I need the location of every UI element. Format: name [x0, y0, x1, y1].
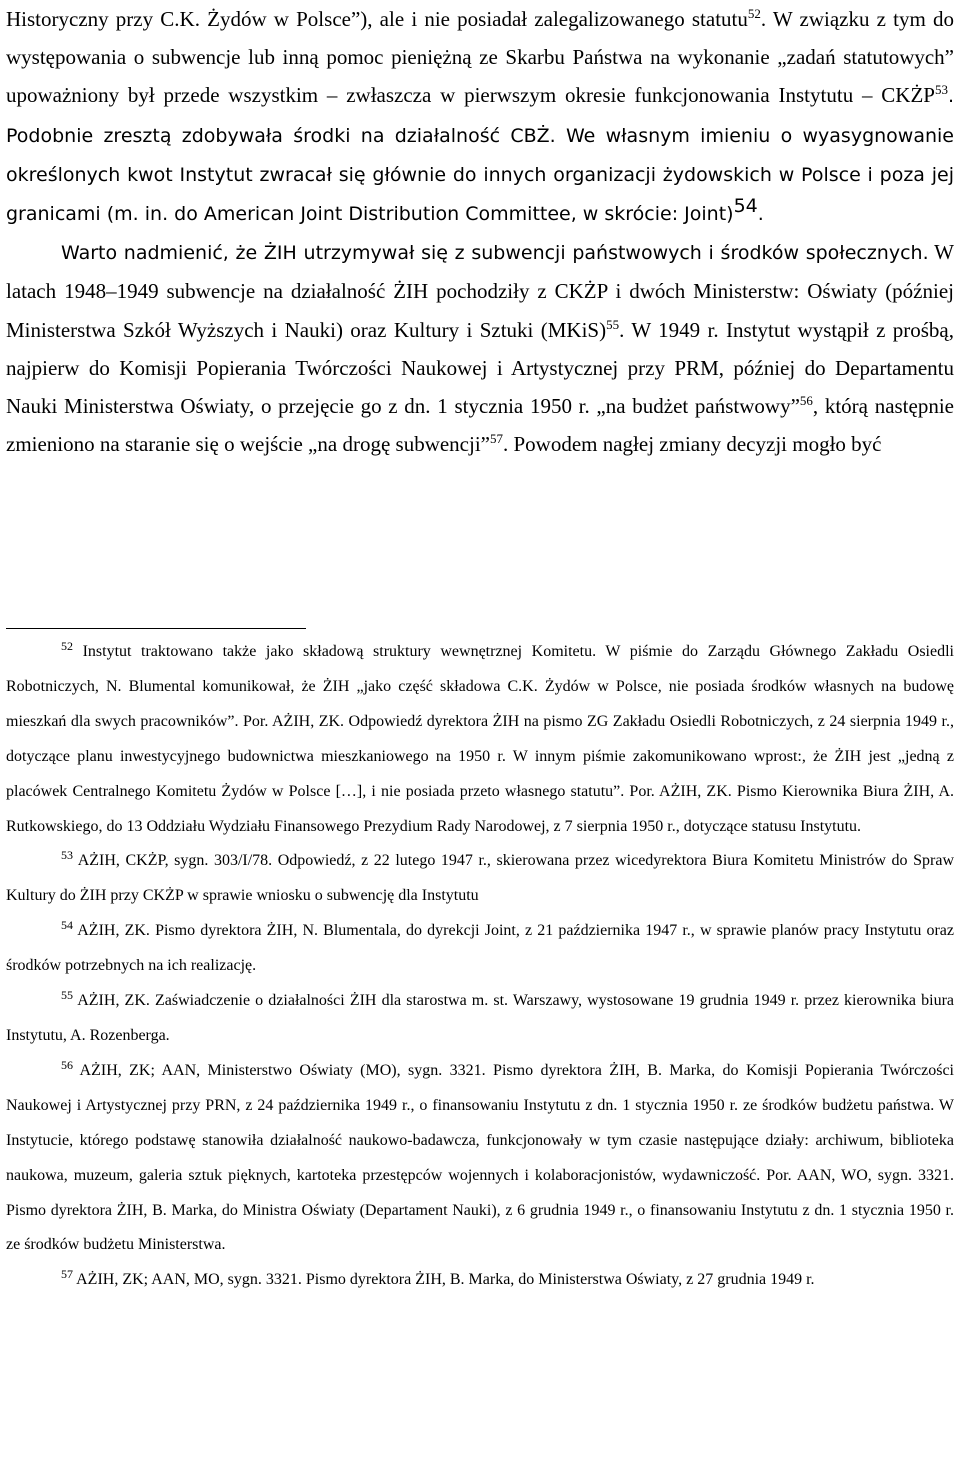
footnote-ref-52[interactable]: 52	[747, 6, 761, 21]
paragraph-text: Warto nadmienić, że ŻIH utrzymywał się z subwencji państwowych i środków społecznych.	[61, 242, 929, 265]
footnote-text: AŻIH, ZK. Zaświadczenie o działalności ŻIH dla starostwa m. st. Warszawy, wystosowane 19 grudnia 1949 r. przez kierownika biura Instytutu, A. Rozenberga.	[6, 992, 954, 1044]
footnote-number: 54	[61, 918, 73, 933]
footnote-54	[6, 914, 954, 984]
paragraph-1	[6, 0, 954, 233]
paragraph-text: .	[757, 203, 764, 226]
footnote-ref-57[interactable]: 57	[489, 431, 503, 447]
footnote-number: 57	[61, 1267, 73, 1282]
footnote-57	[6, 1263, 954, 1298]
footnote-text: AŻIH, CKŻP, sygn. 303/I/78. Odpowiedź, z 22 lutego 1947 r., skierowana przez wicedyrektora Biura Komitetu Ministrów do Spraw Kultury do ŻIH przy CKŻP w sprawie wniosku o subwencję dla Instytutu	[6, 852, 954, 905]
paragraph-2	[6, 233, 954, 463]
footnote-text: Instytut traktowano także jako składową struktury wewnętrznej Komitetu. W piśmie do Zarządu Głównego Zakładu Osiedli Robotniczych, N. Blumental komunikował, że ŻIH „jako część składowa C.K. Żydów w Polsce, nie posiada środków własnych na budowę mieszkań dla swych pracowników”. Por. AŻIH, ZK. Odpowiedź dyrektora ŻIH na pismo ZG Zakładu Osiedli Robotniczych, z 24 sierpnia 1949 r., dotyczące planu inwestycyjnego budownictwa mieszkaniowego na 1950 r. W innym piśmie zakomunikowano wprost:, że ŻIH jest „jedną z placówek Centralnego Komitetu Żydów w Polsce […], i nie posiada przeto własnego statutu”. Por. AŻIH, ZK. Pismo Kierownika Biura ŻIH, A. Rutkowskiego, do 13 Oddziału Wydziału Finansowego Prezydium Rady Narodowej, z 7 sierpnia 1950 r., dotyczące statusu Instytutu.	[6, 643, 954, 835]
footnote-text: AŻIH, ZK; AAN, MO, sygn. 3321. Pismo dyrektora ŻIH, B. Marka, do Ministerstwa Oświaty, z 27 grudnia 1949 r.	[73, 1271, 815, 1289]
main-text	[6, 0, 954, 463]
paragraph-text: . Powodem nagłej zmiany decyzji mogło być	[502, 432, 882, 457]
footnote-number: 52	[61, 639, 73, 653]
footnote-text: AŻIH, ZK; AAN, Ministerstwo Oświaty (MO), sygn. 3321. Pismo dyrektora ŻIH, B. Marka, do Komisji Popierania Twórczości Naukowej i Artystycznej przy PRN, z 24 października 1949 r., o finansowaniu Instytutu z dn. 1 stycznia 1950 r. ze środków budżetu państwa. W Instytucie, którego podstawę stanowiła działalność naukowo-badawcza, funkcjonowały w tym czasie następujące działy: archiwum, biblioteka naukowa, muzeum, galeria sztuk pięknych, kartoteka przestępców wojennych i kolaboracjonistów, wydawniczość. Por. AAN, WO, sygn. 3321. Pismo dyrektora ŻIH, B. Marka, do Ministra Oświaty (Departament Nauki), z 6 grudnia 1949 r., o finansowaniu Instytutu z dn. 1 stycznia 1950 r. ze środków budżetu Ministerstwa.	[6, 1061, 954, 1254]
paragraph-text: W latach 1948–1949 subwencje na działalność ŻIH pochodziły z CKŻP i dwóch Ministerstw: Oświaty (później Ministerstwa Szkół Wyższych i Nauki) oraz Kultury i Sztuki (MKiS)	[6, 240, 954, 342]
paragraph-text: . W związku z tym do występowania o subwencje lub inną pomoc pieniężną ze Skarbu Państwa na wykonanie „zadań statutowych” upoważniony był przede wszystkim – zwłaszcza w pierwszym okresie funkcjonowania Instytutu – CKŻP	[6, 7, 954, 108]
paragraph-text: Historyczny przy C.K. Żydów w Polsce”), ale i nie posiadał zalegalizowanego statutu	[6, 7, 748, 31]
footnote-number: 55	[61, 988, 73, 1003]
footnote-ref-53[interactable]: 53	[934, 82, 948, 98]
paragraph-text: . Podobnie zresztą zdobywała środki na działalność CBŻ. We własnym imieniu o wyasygnowanie określonych kwot Instytut zwracał się głównie do innych organizacji żydowskich w Polsce i poza jej granicami (m. in. do American Joint Distribution Committee, w skrócie: Joint)	[6, 85, 954, 226]
paragraph-text: . W 1949 r. Instytut wystąpił z prośbą, najpierw do Komisji Popierania Twórczości Naukowej i Artystycznej przy PRM, później do Departamentu Nauki Ministerstwa Oświaty, o przejęcie go z dn. 1 stycznia 1950 r. „na budżet państwowy”	[6, 317, 954, 419]
footnote-separator	[6, 628, 306, 629]
footnote-52	[6, 635, 954, 844]
footnote-55	[6, 984, 954, 1054]
footnote-ref-55[interactable]: 55	[606, 316, 620, 332]
footnote-53	[6, 844, 954, 914]
footnote-text: AŻIH, ZK. Pismo dyrektora ŻIH, N. Blumentala, do dyrekcji Joint, z 21 października 1947 r., w sprawie planów pracy Instytutu oraz środków potrzebnych na ich realizację.	[6, 922, 954, 975]
paragraph-text: , którą następnie zmieniono na staranie się o wejście „na drogę subwencji”	[6, 394, 954, 457]
footnote-56	[6, 1054, 954, 1263]
footnote-number: 56	[61, 1057, 73, 1072]
footnote-ref-56[interactable]: 56	[799, 393, 813, 409]
footnote-ref-54[interactable]: 54	[733, 195, 758, 218]
footnote-number: 53	[61, 848, 73, 863]
footnotes	[6, 635, 954, 1298]
